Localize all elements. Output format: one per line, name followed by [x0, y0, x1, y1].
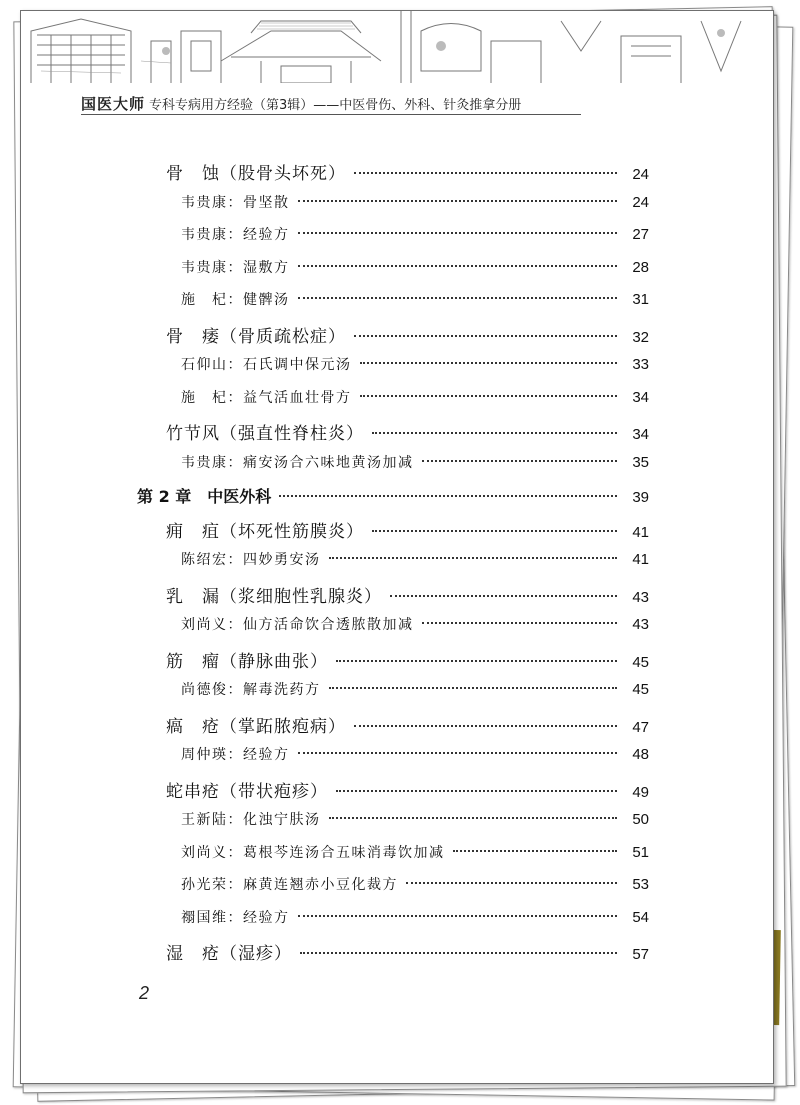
toc-entry-title: 周仲瑛：经验方: [181, 747, 290, 763]
toc-entry-title: 石仰山：石氏调中保元汤: [181, 357, 352, 373]
toc-page-number: 43: [632, 616, 649, 633]
dot-leader: [354, 335, 617, 337]
toc-page-number: 53: [632, 876, 649, 893]
toc-section-row[interactable]: [166, 419, 649, 444]
toc-page-number: 32: [632, 328, 649, 346]
toc-entry-row[interactable]: [181, 224, 649, 244]
toc-entry-title: 瘑 疮（掌跖脓疱病）: [166, 716, 346, 737]
toc-page-number: 50: [632, 811, 649, 828]
toc-page-number: 31: [632, 291, 649, 308]
dot-leader: [422, 460, 618, 462]
dot-leader: [298, 265, 618, 267]
toc-entry-title: 禤国维：经验方: [181, 909, 290, 926]
toc-entry-row[interactable]: [181, 257, 649, 277]
toc-entry-row[interactable]: [181, 842, 649, 862]
toc-entry-title: 骨 痿（骨质疏松症）: [166, 326, 346, 347]
dot-leader: [360, 362, 618, 364]
header-illustration: [21, 11, 773, 83]
toc-section-row[interactable]: [166, 939, 649, 964]
running-header: [81, 93, 521, 114]
toc-entry-row[interactable]: [181, 874, 649, 894]
dot-leader: [354, 725, 617, 727]
toc-entry-row[interactable]: [181, 679, 649, 699]
toc-page-number: 47: [632, 718, 649, 736]
toc-section-row[interactable]: [166, 777, 649, 802]
toc-page-number: 43: [632, 588, 649, 606]
toc-entry-title: 湿 疮（湿疹）: [166, 944, 292, 964]
toc-section-row[interactable]: [166, 517, 649, 542]
dot-leader: [453, 850, 618, 852]
header-rule: [81, 114, 581, 115]
toc-page-number: 34: [632, 388, 649, 406]
toc-entry-title: 韦贵康：湿敷方: [181, 259, 290, 276]
toc-page-number: 45: [632, 653, 649, 671]
dot-leader: [298, 915, 618, 917]
dot-leader: [422, 622, 618, 624]
dot-leader: [354, 172, 617, 174]
book-page: [20, 10, 774, 1084]
toc-page-number: 54: [632, 908, 649, 926]
toc-entry-title: 施 杞：益气活血壮骨方: [181, 389, 352, 406]
toc-entry-row[interactable]: [181, 289, 649, 309]
dot-leader: [329, 557, 618, 559]
toc-entry-title: 刘尚义：仙方活命饮合透脓散加减: [181, 617, 414, 633]
toc-entry-title: 乳 漏（浆细胞性乳腺炎）: [166, 586, 382, 607]
toc-entry-title: 蛇串疮（带状疱疹）: [166, 781, 328, 802]
toc-entry-title: 竹节风（强直性脊柱炎）: [166, 424, 364, 444]
toc-page-number: 41: [632, 551, 649, 568]
toc-section-row[interactable]: [166, 647, 649, 672]
toc-entry-title: 尚德俊：解毒洗药方: [181, 682, 321, 698]
toc-entry-row[interactable]: [181, 614, 649, 634]
toc-page-number: 28: [632, 258, 649, 276]
series-brand: 国医大师: [81, 95, 146, 113]
dot-leader: [336, 790, 617, 792]
dot-leader: [298, 200, 618, 202]
toc-page-number: 49: [632, 783, 649, 801]
toc-entry-title: 孙光荣：麻黄连翘赤小豆化裁方: [181, 877, 398, 893]
toc-page-number: 33: [632, 356, 649, 373]
toc-section-row[interactable]: [166, 159, 649, 184]
toc-page-number: 57: [632, 946, 649, 963]
dot-leader: [300, 952, 617, 954]
toc-entry-row[interactable]: [181, 809, 649, 829]
toc-page-number: 41: [632, 523, 649, 541]
toc-page-number: 27: [632, 226, 649, 243]
toc-entry-title: 筋 瘤（静脉曲张）: [166, 651, 328, 672]
dot-leader: [298, 752, 618, 754]
book-subtitle: 专科专病用方经验（第3辑）——中医骨伤、外科、针灸推拿分册: [149, 98, 522, 113]
toc-page-number: 51: [632, 843, 649, 861]
dot-leader: [372, 530, 617, 532]
toc-page-number: 48: [632, 746, 649, 763]
toc-entry-row[interactable]: [181, 549, 649, 569]
dot-leader: [372, 432, 617, 434]
toc-page-number: 24: [632, 166, 649, 183]
dot-leader: [390, 595, 617, 597]
toc-entry-row[interactable]: [181, 907, 649, 927]
toc-entry-title: 痈 疽（坏死性筋膜炎）: [166, 521, 364, 542]
dot-leader: [298, 297, 618, 299]
toc-entry-title: 韦贵康：骨坚散: [181, 194, 290, 211]
toc-chapter-row[interactable]: [137, 484, 649, 507]
toc-section-row[interactable]: [166, 582, 649, 607]
toc-page-number: 39: [632, 489, 649, 506]
toc-entry-title: 韦贵康：痛安汤合六味地黄汤加减: [181, 454, 414, 471]
toc-entry-title: 韦贵康：经验方: [181, 227, 290, 243]
dot-leader: [279, 495, 617, 497]
toc-entry-row[interactable]: [181, 452, 649, 472]
toc-entry-title: 第 2 章 中医外科: [137, 487, 272, 506]
toc-entry-row[interactable]: [181, 744, 649, 764]
toc-page-number: 24: [632, 193, 649, 211]
toc-page-number: 34: [632, 426, 649, 443]
dot-leader: [406, 882, 617, 884]
dot-leader: [360, 395, 618, 397]
dot-leader: [329, 817, 618, 819]
toc-entry-title: 骨 蚀（股骨头坏死）: [166, 164, 346, 184]
toc-entry-title: 王新陆：化浊宁肤汤: [181, 812, 321, 828]
dot-leader: [336, 660, 617, 662]
toc-entry-title: 施 杞：健髀汤: [181, 292, 290, 308]
dot-leader: [298, 232, 618, 234]
toc-page-number: 45: [632, 681, 649, 698]
toc-section-row[interactable]: [166, 322, 649, 347]
toc-entry-row[interactable]: [181, 192, 649, 212]
toc-entry-title: 陈绍宏：四妙勇安汤: [181, 552, 321, 568]
toc-entry-row[interactable]: [181, 387, 649, 407]
toc-entry-row[interactable]: [181, 354, 649, 374]
page-number: 2: [139, 983, 150, 1003]
toc-entry-title: 刘尚义：葛根芩连汤合五味消毒饮加减: [181, 844, 445, 861]
toc-page-number: 35: [632, 453, 649, 471]
dot-leader: [329, 687, 618, 689]
toc-section-row[interactable]: [166, 712, 649, 737]
